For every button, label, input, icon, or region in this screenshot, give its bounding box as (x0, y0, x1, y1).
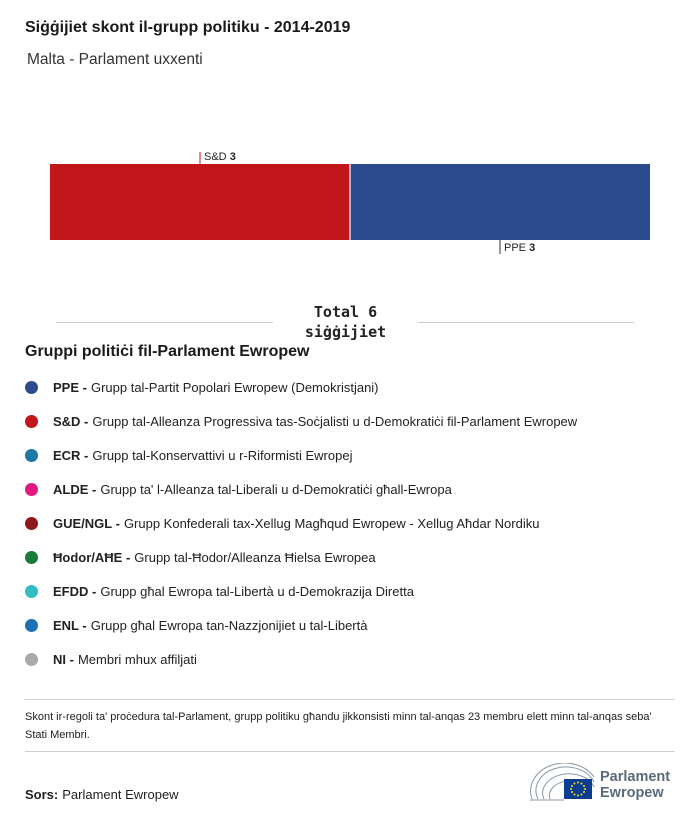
chart-subtitle: Malta - Parlament uxxenti (27, 51, 203, 68)
legend-abbr: NI - (53, 651, 74, 667)
total-label: Total 6 (313, 303, 378, 321)
legend-item-ni (25, 642, 577, 676)
legend-abbr: ALDE - (53, 481, 97, 497)
legend-item-enl (25, 608, 577, 642)
bar-ppe (350, 164, 650, 240)
legend-abbr: S&D - (53, 413, 89, 429)
legend-abbr: GUE/NGL - (53, 515, 120, 531)
legend-desc: Grupp tal-Partit Popolari Ewropew (Demokristjani) (90, 379, 379, 395)
legend-dot (25, 381, 38, 394)
legend-desc: Membri mhux affiljati (77, 651, 197, 667)
legend-dot (25, 517, 38, 530)
legend-dot (25, 585, 38, 598)
legend-dot (25, 449, 38, 462)
legend-desc: Grupp ta' l-Alleanza tal-Liberali u d-Demokratiċi għall-Ewropa (100, 481, 452, 497)
seat-bar-chart (0, 140, 700, 270)
legend-item-alde (25, 472, 577, 506)
legend-item-sd (25, 404, 577, 438)
legend-desc: Grupp tal-Ħodor/Alleanza Ħielsa Ewropea (134, 549, 376, 565)
total-seats (273, 302, 418, 342)
chart-title: Siġġijiet skont il-grupp politiku - 2014-2019 (25, 19, 351, 36)
bar-s-d (50, 164, 350, 240)
legend-desc: Grupp tal-Alleanza Progressiva tas-Soċjalisti u d-Demokratiċi fil-Parlament Ewropew (92, 413, 578, 429)
footnote: Skont ir-regoli ta' proċedura tal-Parlament, grupp politiku għandu jikkonsisti minn tal-anqas 23 membru elett minn tal-anqas seba' Stati Membri. (25, 711, 652, 741)
legend-item-efdd (25, 574, 577, 608)
legend-item-greens-efa (25, 540, 577, 574)
legend-abbr: ENL - (53, 617, 87, 633)
legend-desc: Grupp għal Ewropa tal-Libertà u d-Demokrazija Diretta (100, 583, 414, 599)
total-unit: siġġijiet (304, 323, 387, 341)
legend-title: Gruppi politiċi fil-Parlament Ewropew (25, 343, 310, 360)
total-divider-right (418, 322, 634, 323)
footnote-divider-bottom (25, 751, 675, 752)
legend-abbr: PPE - (53, 379, 87, 395)
source-line (25, 787, 179, 802)
legend-abbr: Ħodor/AĦE - (53, 549, 131, 565)
legend-desc: Grupp tal-Konservattivi u r-Riformisti Ewropej (92, 447, 353, 463)
legend-abbr: EFDD - (53, 583, 97, 599)
legend-item-ecr (25, 438, 577, 472)
logo-line-2: Ewropew (600, 785, 664, 801)
legend-item-ppe (25, 370, 577, 404)
source-label: Sors: (25, 787, 59, 802)
source-value: Parlament Ewropew (62, 787, 179, 802)
logo-line-1: Parlament (600, 769, 671, 785)
total-divider-left (56, 322, 273, 323)
data-label-s-d: S&D 3 (204, 151, 236, 163)
legend-desc: Grupp Konfederali tax-Xellug Magħqud Ewropew - Xellug Aħdar Nordiku (123, 515, 540, 531)
legend-dot (25, 551, 38, 564)
data-label-ppe: PPE 3 (504, 242, 536, 254)
legend-dot (25, 619, 38, 632)
legend-list (25, 370, 577, 676)
legend-item-gue-ngl (25, 506, 577, 540)
legend-dot (25, 415, 38, 428)
legend-abbr: ECR - (53, 447, 89, 463)
legend-dot (25, 653, 38, 666)
footnote-divider-top (25, 699, 675, 700)
legend-desc: Grupp għal Ewropa tan-Nazzjonijiet u tal-Libertà (90, 617, 368, 633)
logo-text (600, 769, 670, 801)
legend-dot (25, 483, 38, 496)
